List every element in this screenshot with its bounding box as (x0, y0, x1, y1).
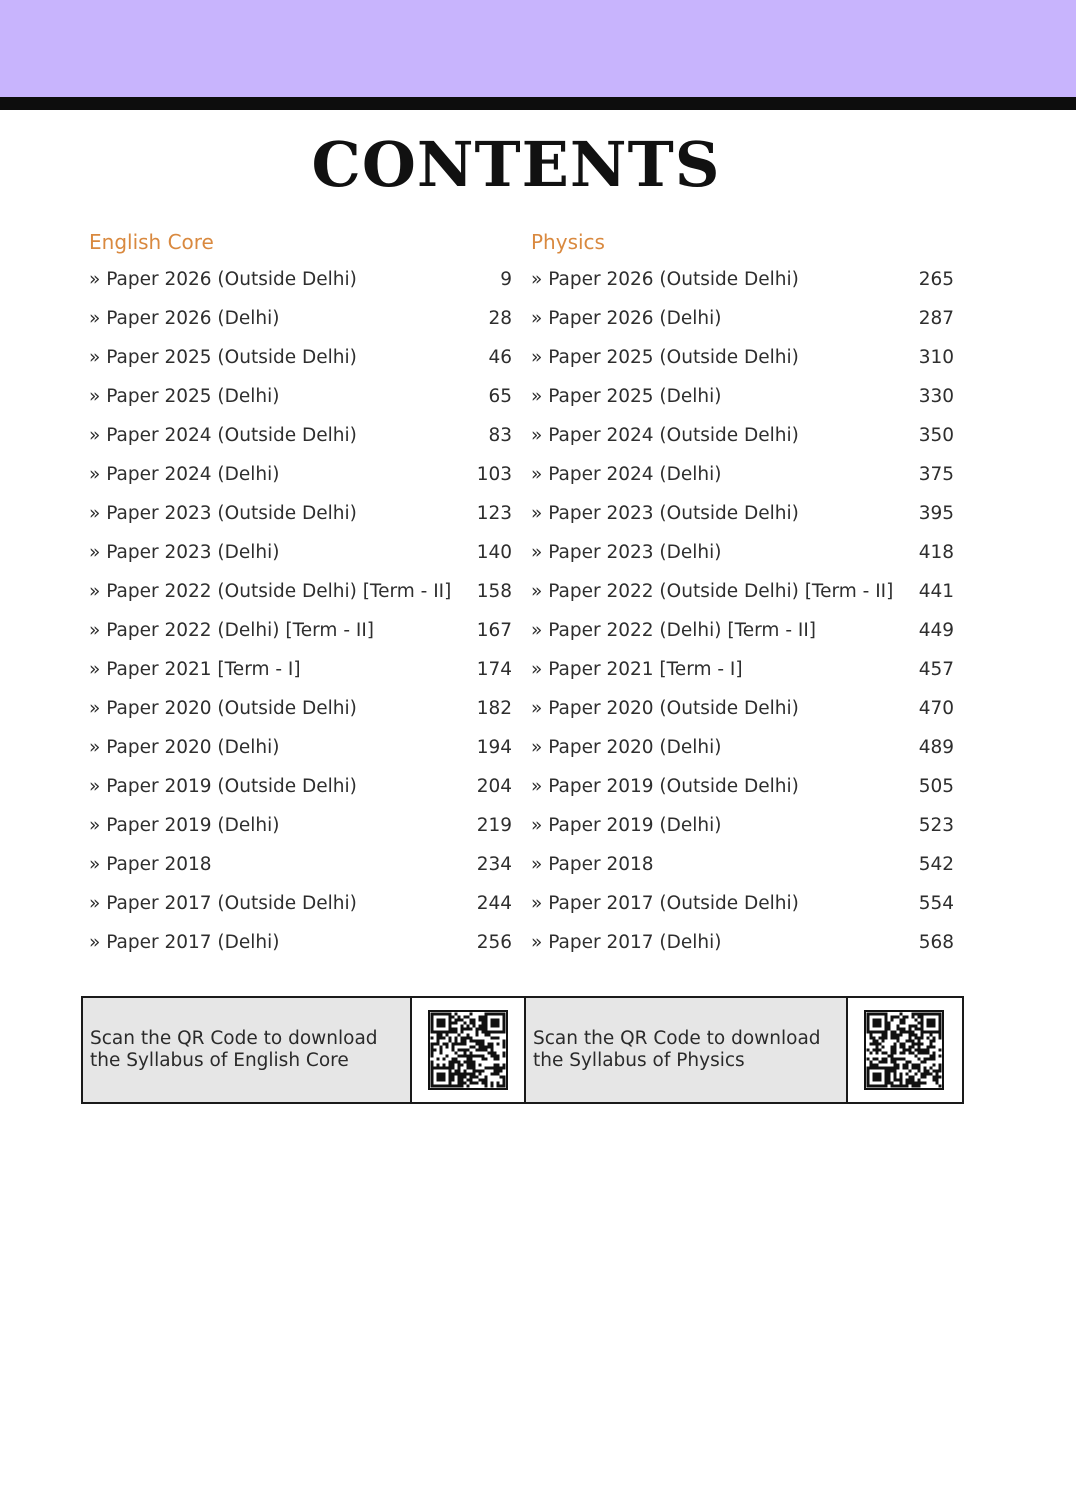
toc-entry-label: » Paper 2024 (Outside Delhi) (89, 425, 357, 446)
toc-entry-label: » Paper 2025 (Outside Delhi) (531, 347, 799, 368)
toc-entry[interactable] (89, 927, 512, 966)
toc-entry-page-number: 395 (918, 503, 954, 524)
toc-entry-label: » Paper 2025 (Outside Delhi) (89, 347, 357, 368)
toc-entry-page-number: 489 (918, 737, 954, 758)
toc-entry[interactable] (89, 576, 512, 615)
qr-caption-english-core (83, 998, 410, 1102)
toc-entry-label: » Paper 2019 (Delhi) (89, 815, 280, 836)
toc-entry-label: » Paper 2019 (Delhi) (531, 815, 722, 836)
toc-entry-page-number: 554 (918, 893, 954, 914)
toc-entry-label: » Paper 2026 (Outside Delhi) (531, 269, 799, 290)
section-heading: English Core (89, 230, 214, 254)
toc-entry-page-number: 140 (476, 542, 512, 563)
toc-entry-page-number: 65 (488, 386, 512, 407)
toc-entry-label: » Paper 2021 [Term - I] (89, 659, 301, 680)
toc-entry[interactable] (531, 849, 954, 888)
toc-column-physics (531, 226, 954, 966)
toc-entry-page-number: 234 (476, 854, 512, 875)
toc-entry-label: » Paper 2018 (531, 854, 654, 875)
qr-caption-text: Scan the QR Code to download the Syllabus of English Core (90, 1028, 378, 1071)
toc-entry-page-number: 441 (918, 581, 954, 602)
toc-entry-page-number: 542 (918, 854, 954, 875)
toc-entry[interactable] (531, 693, 954, 732)
toc-entry-page-number: 470 (918, 698, 954, 719)
toc-entry-label: » Paper 2026 (Delhi) (531, 308, 722, 329)
toc-entry-label: » Paper 2023 (Outside Delhi) (89, 503, 357, 524)
toc-entry[interactable] (89, 771, 512, 810)
toc-entry-label: » Paper 2017 (Delhi) (89, 932, 280, 953)
toc-entry-label: » Paper 2022 (Outside Delhi) [Term - II] (531, 581, 894, 602)
toc-entry[interactable] (531, 654, 954, 693)
toc-entry[interactable] (89, 810, 512, 849)
toc-entry-page-number: 256 (476, 932, 512, 953)
toc-entry-label: » Paper 2018 (89, 854, 212, 875)
toc-entry-label: » Paper 2024 (Outside Delhi) (531, 425, 799, 446)
toc-entry[interactable] (89, 693, 512, 732)
qr-code-strip (81, 996, 964, 1104)
toc-entry-label: » Paper 2022 (Delhi) [Term - II] (531, 620, 817, 641)
toc-entry[interactable] (531, 888, 954, 927)
toc-entry[interactable] (89, 498, 512, 537)
toc-entry-label: » Paper 2023 (Delhi) (89, 542, 280, 563)
toc-entry-label: » Paper 2024 (Delhi) (531, 464, 722, 485)
toc-entry[interactable] (89, 537, 512, 576)
toc-entry-page-number: 287 (918, 308, 954, 329)
toc-entry[interactable] (89, 303, 512, 342)
toc-entry-label: » Paper 2017 (Delhi) (531, 932, 722, 953)
section-heading: Physics (531, 230, 605, 254)
toc-entry[interactable] (89, 849, 512, 888)
top-black-rule (0, 97, 1076, 110)
toc-entry[interactable] (531, 342, 954, 381)
toc-entry-page-number: 204 (476, 776, 512, 797)
toc-entry-page-number: 158 (476, 581, 512, 602)
toc-entry-page-number: 330 (918, 386, 954, 407)
toc-entry-page-number: 418 (918, 542, 954, 563)
page-title: CONTENTS (311, 128, 721, 201)
toc-entry[interactable] (531, 303, 954, 342)
toc-entry[interactable] (531, 264, 954, 303)
toc-entry-label: » Paper 2026 (Outside Delhi) (89, 269, 357, 290)
toc-entry[interactable] (531, 732, 954, 771)
toc-entry[interactable] (531, 927, 954, 966)
toc-entry-label: » Paper 2025 (Delhi) (89, 386, 280, 407)
toc-entry-page-number: 375 (918, 464, 954, 485)
toc-list (89, 264, 512, 966)
toc-entry-page-number: 123 (476, 503, 512, 524)
toc-entry[interactable] (89, 342, 512, 381)
toc-entry-page-number: 310 (918, 347, 954, 368)
toc-entry-page-number: 174 (476, 659, 512, 680)
toc-entry[interactable] (531, 498, 954, 537)
toc-entry-label: » Paper 2023 (Outside Delhi) (531, 503, 799, 524)
toc-entry-label: » Paper 2020 (Outside Delhi) (531, 698, 799, 719)
toc-entry-label: » Paper 2019 (Outside Delhi) (89, 776, 357, 797)
toc-entry-page-number: 265 (918, 269, 954, 290)
toc-entry-page-number: 182 (476, 698, 512, 719)
qr-cell-english-core[interactable] (410, 998, 524, 1102)
toc-entry[interactable] (531, 771, 954, 810)
toc-entry-page-number: 244 (476, 893, 512, 914)
toc-column-english-core (89, 226, 512, 966)
toc-list (531, 264, 954, 966)
toc-entry-label: » Paper 2021 [Term - I] (531, 659, 743, 680)
toc-entry-label: » Paper 2019 (Outside Delhi) (531, 776, 799, 797)
toc-entry-page-number: 9 (500, 269, 512, 290)
toc-entry-page-number: 28 (488, 308, 512, 329)
qr-cell-physics[interactable] (846, 998, 960, 1102)
toc-entry-page-number: 83 (488, 425, 512, 446)
toc-entry[interactable] (531, 537, 954, 576)
toc-entry-page-number: 568 (918, 932, 954, 953)
toc-entry[interactable] (89, 381, 512, 420)
toc-entry[interactable] (531, 459, 954, 498)
toc-entry-page-number: 449 (918, 620, 954, 641)
toc-entry-label: » Paper 2020 (Delhi) (89, 737, 280, 758)
toc-entry-page-number: 194 (476, 737, 512, 758)
toc-entry[interactable] (531, 615, 954, 654)
toc-entry-page-number: 219 (476, 815, 512, 836)
toc-entry[interactable] (531, 810, 954, 849)
toc-entry-page-number: 46 (488, 347, 512, 368)
toc-entry-label: » Paper 2022 (Delhi) [Term - II] (89, 620, 375, 641)
toc-entry-label: » Paper 2026 (Delhi) (89, 308, 280, 329)
qr-caption-physics (524, 998, 846, 1102)
toc-entry[interactable] (89, 654, 512, 693)
toc-entry-page-number: 457 (918, 659, 954, 680)
toc-entry[interactable] (89, 420, 512, 459)
toc-entry-page-number: 103 (476, 464, 512, 485)
toc-entry-page-number: 350 (918, 425, 954, 446)
toc-entry[interactable] (89, 264, 512, 303)
toc-entry-label: » Paper 2017 (Outside Delhi) (531, 893, 799, 914)
toc-entry-page-number: 523 (918, 815, 954, 836)
toc-entry-label: » Paper 2023 (Delhi) (531, 542, 722, 563)
qr-code-icon[interactable] (428, 1010, 508, 1090)
qr-code-icon[interactable] (864, 1010, 944, 1090)
toc-entry[interactable] (89, 732, 512, 771)
toc-entry-label: » Paper 2020 (Outside Delhi) (89, 698, 357, 719)
top-color-band (0, 0, 1076, 97)
toc-entry-label: » Paper 2020 (Delhi) (531, 737, 722, 758)
toc-entry[interactable] (89, 888, 512, 927)
toc-entry[interactable] (89, 459, 512, 498)
toc-entry[interactable] (531, 381, 954, 420)
toc-entry-label: » Paper 2017 (Outside Delhi) (89, 893, 357, 914)
toc-entry-label: » Paper 2024 (Delhi) (89, 464, 280, 485)
toc-entry-label: » Paper 2025 (Delhi) (531, 386, 722, 407)
qr-caption-text: Scan the QR Code to download the Syllabus of Physics (533, 1028, 821, 1071)
toc-entry[interactable] (89, 615, 512, 654)
toc-entry-page-number: 505 (918, 776, 954, 797)
toc-entry-page-number: 167 (476, 620, 512, 641)
toc-entry-label: » Paper 2022 (Outside Delhi) [Term - II] (89, 581, 452, 602)
toc-entry[interactable] (531, 576, 954, 615)
toc-entry[interactable] (531, 420, 954, 459)
